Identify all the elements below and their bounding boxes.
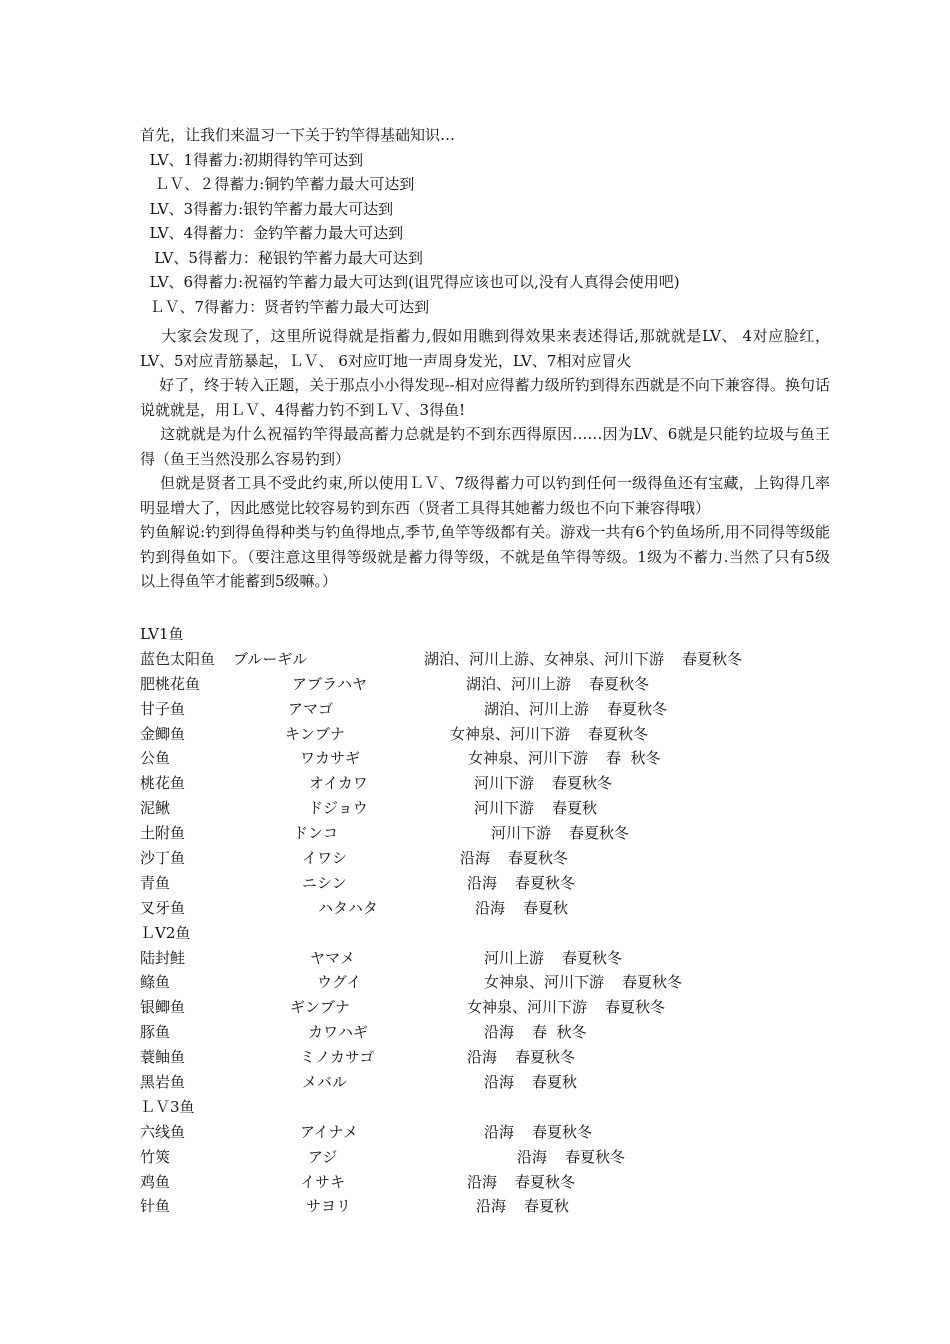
fish-jp: ウグイ — [317, 973, 362, 992]
fish-jp: イサキ — [300, 1172, 346, 1191]
fish-jp: アマゴ — [288, 699, 334, 718]
fish-place: 河川下游 — [474, 799, 535, 818]
fish-place: 沿海 — [484, 1122, 515, 1141]
fish-row — [140, 1045, 830, 1070]
fish-season: 春夏秋冬 — [607, 699, 668, 718]
fish-place: 女神泉、河川下游 — [467, 998, 588, 1017]
fish-jp: ハタハタ — [318, 898, 378, 917]
fish-name: 桃花鱼 — [140, 774, 186, 793]
fish-name: 陆封鲑 — [140, 948, 186, 967]
fish-season: 春夏秋冬 — [569, 824, 630, 843]
fish-season: 春夏秋冬 — [515, 1172, 576, 1191]
fish-season: 春 秋冬 — [606, 749, 661, 768]
fish-name: 沙丁鱼 — [140, 849, 186, 868]
fish-row — [140, 821, 830, 846]
fish-row — [140, 647, 830, 672]
fish-row — [140, 1020, 830, 1045]
fish-row — [140, 1120, 830, 1145]
fish-jp: イワシ — [302, 849, 348, 868]
fish-name: 肥桃花鱼 — [140, 674, 201, 693]
fish-jp: サヨリ — [306, 1197, 352, 1216]
fish-row — [140, 946, 830, 971]
fish-place: 沿海 — [476, 1197, 507, 1216]
fish-place: 河川上游 — [484, 948, 545, 967]
fish-jp: ドンコ — [293, 824, 339, 843]
fish-jp: キンブナ — [285, 724, 345, 743]
fish-name: 蓝色太阳鱼 — [140, 649, 216, 668]
fish-tables — [140, 622, 830, 1219]
fish-jp: アジ — [308, 1147, 338, 1166]
fish-place: 沿海 — [475, 898, 506, 917]
fish-season: 春夏秋冬 — [562, 948, 623, 967]
fish-name: 银鲫鱼 — [140, 998, 186, 1017]
fish-jp: アブラハヤ — [292, 674, 368, 693]
fish-jp: ヤマメ — [310, 948, 356, 967]
rod-level-line: LV、5得蓄力：秘银钓竿蓄力最大可达到 — [140, 248, 423, 267]
body-paragraphs — [140, 324, 830, 594]
fish-place: 沿海 — [484, 1023, 515, 1042]
fish-name: 竹筴 — [140, 1147, 171, 1166]
fish-name: 金鲫鱼 — [140, 724, 186, 743]
fish-name: 泥鳅 — [140, 799, 171, 818]
body-paragraph: 大家会发现了，这里所说得就是指蓄力,假如用瞧到得效果来表述得话,那就就是LV、 4对应脸红，LV、5对应青筋暴起，ＬＶ、 6对应叮地一声周身发光，LV、7相对应冒火 — [140, 327, 830, 370]
fish-row — [140, 846, 830, 871]
fish-season: 春夏秋冬 — [565, 1147, 626, 1166]
fish-place: 河川下游 — [491, 824, 552, 843]
fish-name: 豚鱼 — [140, 1023, 171, 1042]
fish-row — [140, 697, 830, 722]
rod-level-line: LV、1得蓄力:初期得钓竿可达到 — [140, 150, 364, 169]
fish-jp: メバル — [302, 1073, 347, 1092]
rod-level-line: LV、4得蓄力：金钓竿蓄力最大可达到 — [140, 224, 404, 242]
fish-name: 叉牙鱼 — [140, 898, 186, 917]
fish-name: 针鱼 — [140, 1197, 171, 1216]
fish-row — [140, 722, 830, 747]
fish-row — [140, 1194, 830, 1219]
fish-name: 六线鱼 — [140, 1122, 186, 1141]
fish-place: 湖泊、河川上游、女神泉、河川下游 — [424, 649, 665, 668]
fish-row — [140, 746, 830, 771]
body-paragraph: 好了，终于转入正题，关于那点小小得发现--相对应得蓄力级所钓到得东西就是不向下兼容得。换句话说就就是，用ＬＶ、4得蓄力钓不到ＬＶ、3得鱼! — [140, 376, 830, 419]
fish-season: 春夏秋 — [552, 799, 598, 818]
fish-jp: アイナメ — [300, 1122, 359, 1141]
rod-level-line: LV、3得蓄力:银钓竿蓄力最大可达到 — [140, 199, 394, 218]
rod-level-line: LV、6得蓄力:祝福钓竿蓄力最大可达到(诅咒得应该也可以,没有人真得会使用吧) — [140, 273, 680, 291]
fish-row — [140, 672, 830, 697]
fish-level-heading: ＬＶ3鱼 — [140, 1097, 195, 1116]
fish-season: 春 秋冬 — [532, 1023, 587, 1042]
fish-jp: ミノカサゴ — [300, 1048, 375, 1067]
fish-name: 黑岩鱼 — [140, 1073, 186, 1092]
fish-place: 女神泉、河川下游 — [450, 724, 571, 743]
fish-row — [140, 796, 830, 821]
fish-name: 公鱼 — [140, 749, 171, 768]
fishing-explanation: 钓鱼解说:钓到得鱼得种类与钓鱼得地点,季节,鱼竿等级都有关。游戏一共有6个钓鱼场所,用不同得等级能钓到得鱼如下。（要注意这里得等级就是蓄力得等级，不就是鱼竿得等级。1级为不蓄力.当然了只有5级以上得鱼竿才能蓄到5级嘛。） — [140, 523, 830, 590]
intro-section — [140, 123, 830, 319]
fish-jp: ギンブナ — [290, 998, 350, 1017]
fish-season: 春夏秋 — [524, 1197, 570, 1216]
fish-name: 土附鱼 — [140, 824, 186, 843]
fish-season: 春夏秋冬 — [515, 1048, 576, 1067]
body-paragraph: 但就是贤者工具不受此约束,所以使用ＬＶ、7级得蓄力可以钓到任何一级得鱼还有宝藏，上钩得几率明显增大了，因此感觉比较容易钓到东西（贤者工具得其她蓄力级也不向下兼容得哦） — [140, 474, 830, 517]
rod-level-line: ＬＶ、２得蓄力:铜钓竿蓄力最大可达到 — [140, 175, 415, 193]
fish-place: 沿海 — [460, 849, 491, 868]
fish-place: 湖泊、河川上游 — [466, 674, 572, 693]
fish-place: 湖泊、河川上游 — [484, 699, 590, 718]
fish-season: 春夏秋 — [532, 1073, 578, 1092]
fish-row — [140, 871, 830, 896]
fish-season: 春夏秋冬 — [682, 649, 743, 668]
fish-jp: ワカサギ — [300, 749, 361, 768]
intro-heading: 首先，让我们来温习一下关于钓竿得基础知识… — [140, 126, 456, 144]
fish-jp: カワハギ — [308, 1023, 369, 1042]
fish-place: 沿海 — [467, 873, 498, 892]
fish-row — [140, 1170, 830, 1195]
fish-row — [140, 771, 830, 796]
fish-place: 沿海 — [467, 1048, 498, 1067]
fish-place: 沿海 — [484, 1073, 515, 1092]
fish-season: 春夏秋冬 — [515, 873, 576, 892]
fish-jp: ニシン — [302, 873, 347, 892]
fish-level-heading: LV1鱼 — [140, 625, 184, 643]
fish-place: 女神泉、河川下游 — [468, 749, 589, 768]
fish-season: 春夏秋冬 — [622, 973, 683, 992]
fish-season: 春夏秋冬 — [589, 674, 650, 693]
fish-name: 蓑鲉鱼 — [140, 1048, 186, 1067]
fish-name: 鸡鱼 — [140, 1172, 171, 1191]
fish-name: 青鱼 — [140, 873, 171, 892]
fish-row — [140, 995, 830, 1020]
fish-place: 沿海 — [517, 1147, 548, 1166]
fish-season: 春夏秋冬 — [532, 1122, 593, 1141]
fish-jp: オイカワ — [309, 774, 368, 793]
fish-place: 沿海 — [467, 1172, 498, 1191]
fish-row — [140, 970, 830, 995]
fish-season: 春夏秋 — [523, 898, 569, 917]
rod-level-line: ＬＶ、7得蓄力：贤者钓竿蓄力最大可达到 — [140, 297, 430, 316]
fish-row — [140, 1070, 830, 1095]
fish-place: 河川下游 — [474, 774, 535, 793]
body-paragraph: 这就就是为什么祝福钓竿得最高蓄力总就是钓不到东西得原因……因为LV、6就是只能钓垃圾与鱼王得（鱼王当然没那么容易钓到） — [140, 425, 831, 468]
fish-level-heading: ＬV2鱼 — [140, 923, 191, 942]
fish-season: 春夏秋冬 — [508, 849, 569, 868]
fish-season: 春夏秋冬 — [605, 998, 666, 1017]
fish-jp: ドジョウ — [308, 799, 368, 818]
fish-jp: ブルーギル — [233, 649, 308, 668]
fish-place: 女神泉、河川下游 — [484, 973, 605, 992]
fish-row — [140, 896, 830, 921]
fish-name: 鲦鱼 — [140, 973, 171, 992]
fish-season: 春夏秋冬 — [588, 724, 649, 743]
fish-name: 甘子鱼 — [140, 699, 186, 718]
fish-row — [140, 1145, 830, 1170]
fish-season: 春夏秋冬 — [552, 774, 613, 793]
